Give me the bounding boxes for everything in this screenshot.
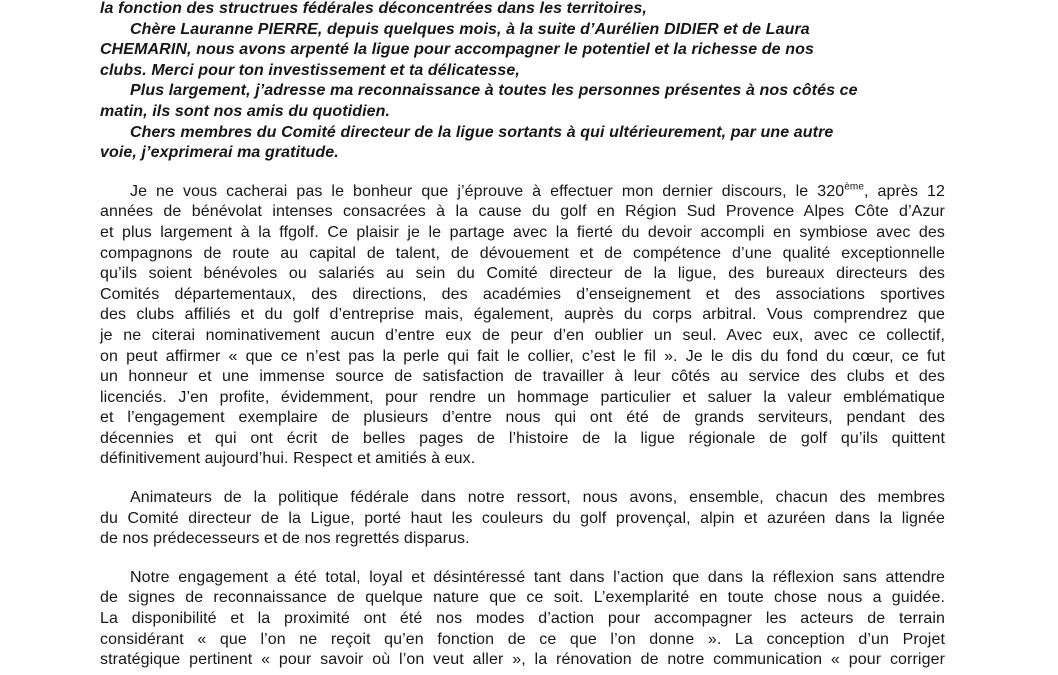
text-line: de signes de reconnaissance de quelque nature que ce soit. L’exemplarité en toute chose nous a guidée. [100,589,945,607]
document-page [100,0,945,671]
text-line: La disponibilité et la proximité ont été nos modes d’action pour accompagner les acteurs de terrain [100,610,945,628]
paragraph-discours [100,182,945,470]
text-line: matin, ils sont nos amis du quotidien. [100,102,391,120]
text-line: un honneur et une immense source de satisfaction de travailler à leur côtés au service des clubs et des [100,368,945,386]
text-line: licenciés. J’en profite, évidemment, pour rendre un hommage particulier et saluer la valeur emblématique [100,388,945,406]
text-segment: , après 12 [864,182,945,200]
text-line: compagnons de route au capital de talent, de dévouement et de compétence d’une qualité exceptionnelle [100,244,945,262]
text-line: Chère Lauranne PIERRE, depuis quelques mois, à la suite d’Aurélien DIDIER et de Laura [130,20,810,38]
text-line: clubs. Merci pour ton investissement et ta délicatesse, [100,61,520,79]
text-line: et l’engagement exemplaire de plusieurs d’entre nous qui ont été de grands serviteurs, pendant des [100,409,945,427]
text-line: considérant « que l’on ne reçoit qu’en fonction de ce que l’on donne ». La conception d’un Projet [100,630,945,648]
text-line: stratégique pertinent « pour savoir où l’on veut aller », la rénovation de notre communication « pour corriger [100,651,945,669]
text-line: je ne citerai nominativement aucun d’entre eux de peur d’en oublier un seul. Avec eux, avec ce collectif, [100,326,945,344]
superscript-ordinal: ème [844,181,865,193]
text-line: Animateurs de la politique fédérale dans notre ressort, nous avons, ensemble, chacun des membres [130,489,945,507]
text-line: décennies et qui ont écrit de belles pages de l’histoire de la ligue régionale de golf qu’ils quittent [100,429,945,447]
text-line: Comités départementaux, des directions, des académies d’enseignement et des associations sportives [100,285,945,303]
text-line: Plus largement, j’adresse ma reconnaissance à toutes les personnes présentes à nos côtés ce [130,82,858,100]
text-line: voie, j’exprimerai ma gratitude. [100,144,339,162]
text-line: Chers membres du Comité directeur de la ligue sortants à qui ultérieurement, par une autre [130,123,834,141]
text-line [100,182,945,203]
text-line: définitivement aujourd’hui. Respect et amitiés à eux. [100,450,476,468]
text-line: on peut affirmer « que ce n’est pas la perle qui fait le collier, c’est le fil ». Je le dis du fond du cœur, ce fut [100,347,945,365]
text-line: des clubs affiliés et du golf d’entreprise mais, également, auprès du corps arbitral. Vous comprendrez que [100,306,945,324]
text-line: la fonction des structrues fédérales déconcentrées dans les territoires, [100,0,647,17]
text-line: années de bénévolat intenses consacrées à la cause du golf en Région Sud Provence Alpes Côte d’Azur [100,203,945,221]
text-line: qu’ils soient bénévoles ou salariés au sein du Comité directeur de la ligue, des bureaux directeurs des [100,265,945,283]
text-segment: Je ne vous cacherai pas le bonheur que j’éprouve à effectuer mon dernier discours, le 320 [130,182,845,200]
text-line: Notre engagement a été total, loyal et désintéressé tant dans l’action que dans la réflexion sans attendre [130,568,945,586]
paragraph-engagement [100,568,945,671]
text-line: CHEMARIN, nous avons arpenté la ligue pour accompagner le potentiel et la richesse de nos [100,41,814,59]
salutations-block [100,0,945,164]
text-line: du Comité directeur de la Ligue, porté haut les couleurs du golf provençal, alpin et azuréen dans la lignée [100,509,945,527]
text-line: de nos prédecesseurs et de nos regrettés disparus. [100,530,470,548]
text-line: et plus largement à la ffgolf. Ce plaisir je le partage avec la fierté du devoir accompli en symbiose avec des [100,223,945,241]
paragraph-animateurs [100,488,945,550]
